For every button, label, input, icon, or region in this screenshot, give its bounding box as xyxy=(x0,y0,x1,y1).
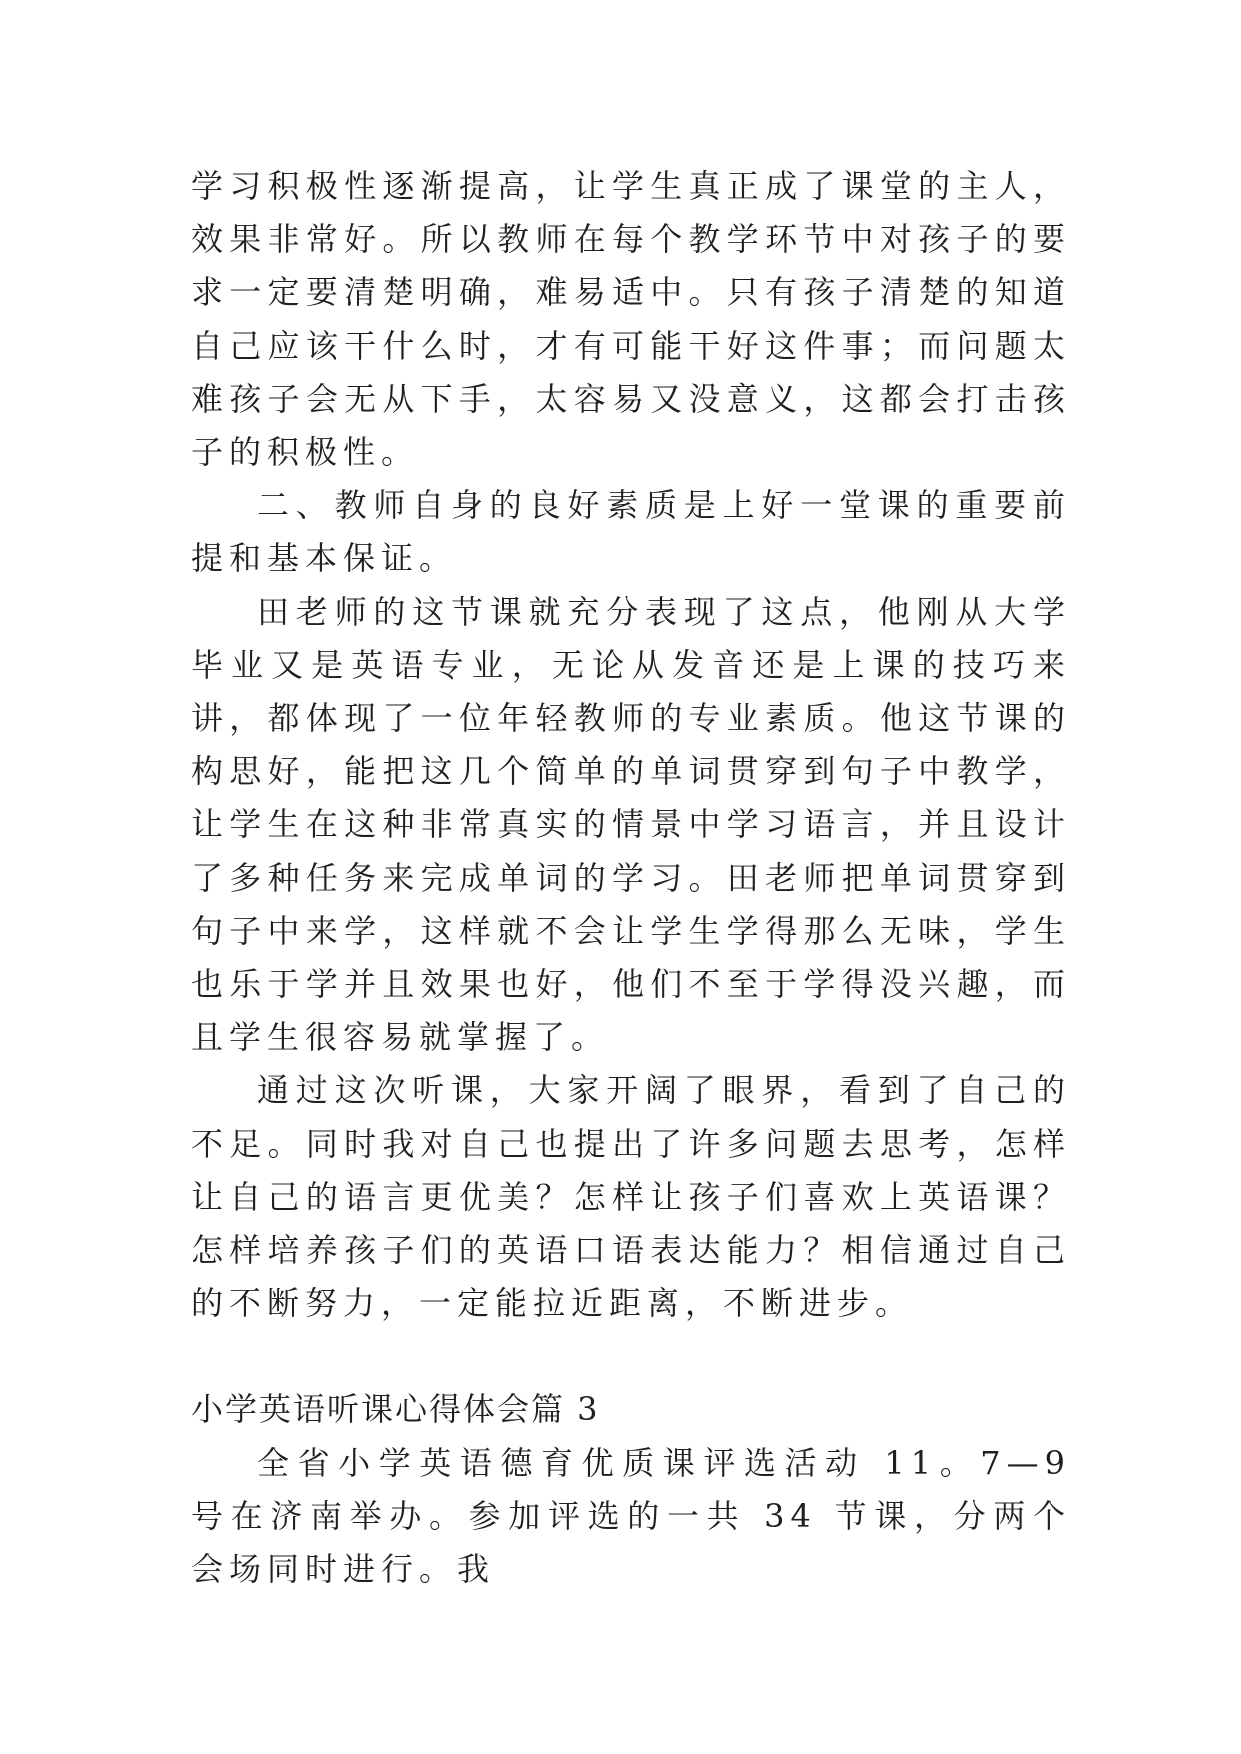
paragraph-classroom-results: 学习积极性逐渐提高，让学生真正成了课堂的主人，效果非常好。所以教师在每个教学环节中对孩子的要求一定要清楚明确，难易适中。只有孩子清楚的知道自己应该干什么时，才有可能干好这件事；而问题太难孩子会无从下手，太容易又没意义，这都会打击孩子的积极性。 xyxy=(191,167,1071,472)
paragraph-teacher-tian: 田老师的这节课就充分表现了这点，他刚从大学毕业又是英语专业，无论从发音还是上课的技巧来讲，都体现了一位年轻教师的专业素质。他这节课的构思好，能把这几个简单的单词贯穿到句子中教学，让学生在这种非常真实的情景中学习语言，并且设计了多种任务来完成单词的学习。田老师把单词贯穿到句子中来学，这样就不会让学生学得那么无味，学生也乐于学并且效果也好，他们不至于学得没兴趣，而且学生很容易就掌握了。 xyxy=(191,592,1071,1057)
section-title: 小学英语听课心得体会篇 3 xyxy=(191,1390,600,1429)
paragraph-reflection: 通过这次听课，大家开阔了眼界，看到了自己的不足。同时我对自己也提出了许多问题去思考，怎样让自己的语言更优美？怎样让孩子们喜欢上英语课？怎样培养孩子们的英语口语表达能力？相信通过自己的不断努力，一定能拉近距离，不断进步。 xyxy=(191,1071,1071,1323)
paragraph-teacher-quality-point: 二、教师自身的良好素质是上好一堂课的重要前提和基本保证。 xyxy=(191,486,1071,578)
document-body xyxy=(191,160,1071,1596)
paragraph-provincial-contest: 全省小学英语德育优质课评选活动 11。7—9 号在济南举办。参加评选的一共 34 节课，分两个会场同时进行。我 xyxy=(191,1443,1071,1589)
